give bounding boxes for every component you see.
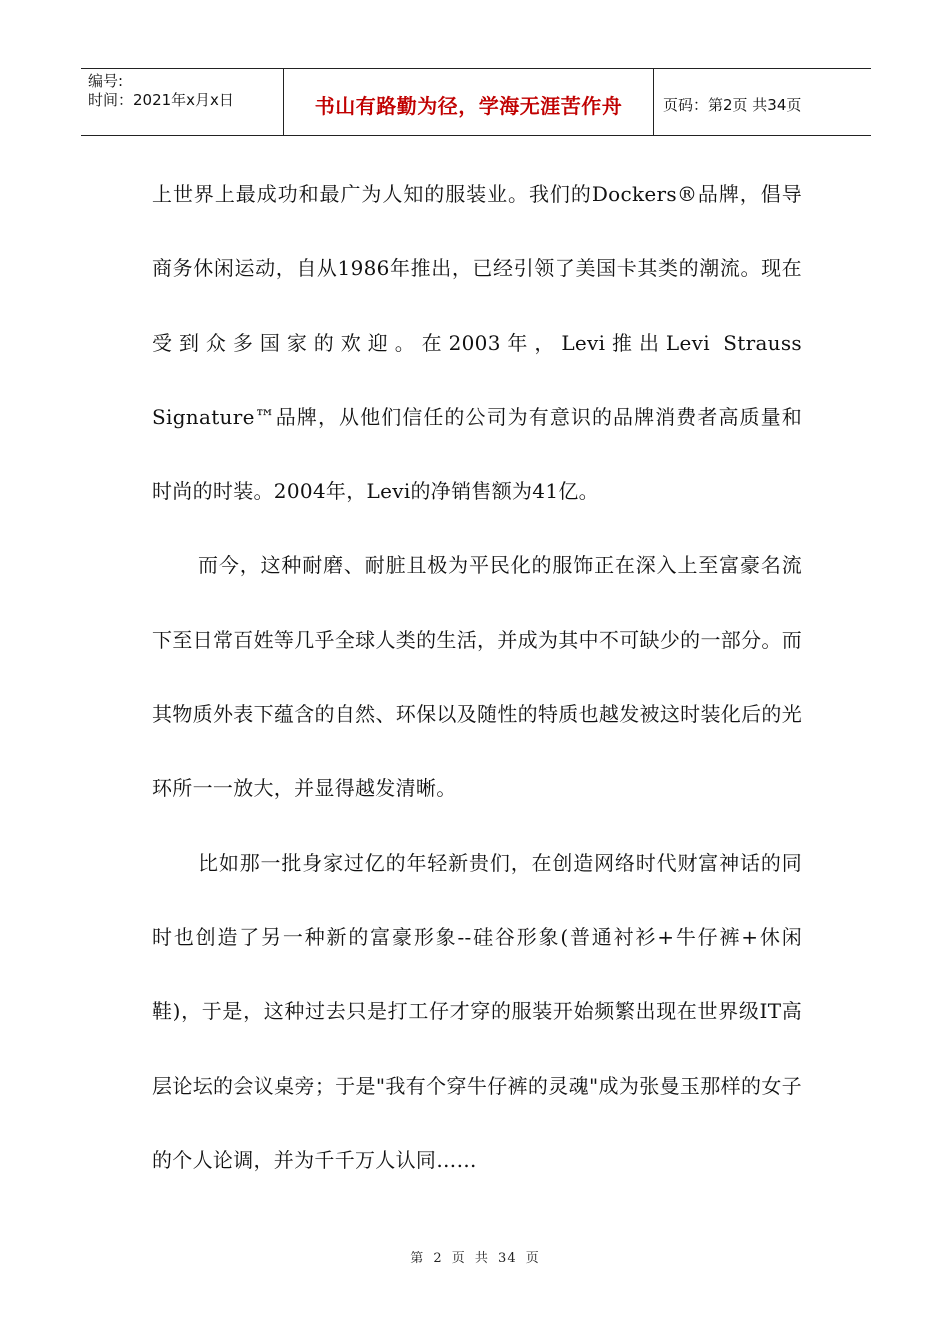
header-motto-cell [284,69,654,135]
document-header [81,68,871,136]
header-motto: 书山有路勤为径，学海无涯苦作舟 [314,93,623,118]
paragraph: 比如那一批身家过亿的年轻新贵们，在创造网络时代财富神话的同时也创造了另一种新的富豪形象--硅谷形象(普通衬衫+牛仔裤+休闲鞋)，于是，这种过去只是打工仔才穿的服装开始频繁出现在世界级IT高层论坛的会议桌旁；于是"我有个穿牛仔裤的灵魂"成为张曼玉那样的女子的个人论调，并为千千万人认同…… [152,850,802,1172]
document-date-label: 时间：2021年x月x日 [88,91,234,109]
page-footer: 第 2 页 共 34 页 [410,1251,540,1266]
header-page-info: 页码：第2页 共34页 [663,95,802,114]
document-number-label: 编号: [88,72,124,90]
paragraph-continued: 上世界上最成功和最广为人知的服装业。我们的Dockers®品牌，倡导商务休闲运动，自从1986年推出，已经引领了美国卡其类的潮流。现在受到众多国家的欢迎。在2003年，Levi推出Levi Strauss Signature™品牌，从他们信任的公司为有意识的品牌消费者高质量和时尚的时装。2004年，Levi的净销售额为41亿。 [152,182,802,504]
header-page-cell [654,69,871,135]
document-body [152,157,802,1197]
paragraph: 而今，这种耐磨、耐脏且极为平民化的服饰正在深入上至富豪名流下至日常百姓等几乎全球人类的生活，并成为其中不可缺少的一部分。而其物质外表下蕴含的自然、环保以及随性的特质也越发被这时装化后的光环所一一放大，并显得越发清晰。 [152,553,802,801]
header-meta-cell [81,69,284,135]
